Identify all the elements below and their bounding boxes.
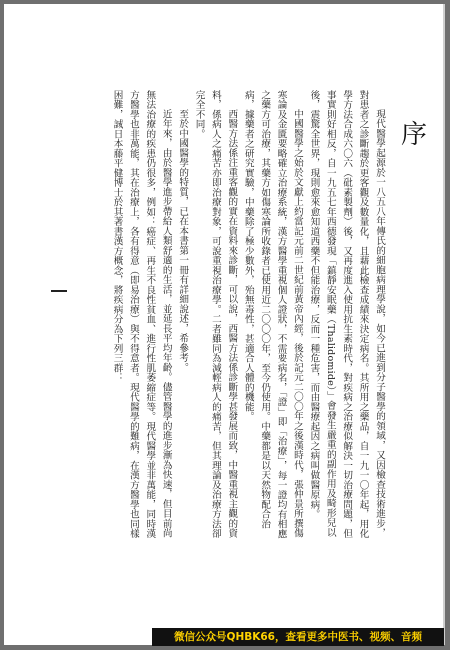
page-number-mark: [51, 290, 67, 292]
body-text: [47, 90, 387, 542]
paragraph-2: 中國醫學之始於文獻上約當記元前二世紀前黃帝內經，後於記元二〇〇年之後漢時代，張仲景所撰傷寒論及金匱要略確立治療系統，漢方醫學重視個人證狀，不需要病名，「證」即「治療」，每一證均有相應之藥方可治療，其藥方如傷寒論所收錄者已使用近二〇〇〇年，至今仍使用。中藥都是以天然物配合治病，據藥者之研究實驗，中藥除了極少數外，殆無毒性，甚適合人體的機能。: [242, 90, 303, 539]
paragraph-4: 至於中國醫學的特質，已在本書第一冊有詳細說述，希參考。: [177, 109, 189, 373]
paragraph-5: 近年來，由於醫學進步帶給人類舒適的生活，並延長平均年齡。儘管醫學的進步漸為快速，但目前尚無法治療的疾患仍很多，例如：癌症、再生不良性貧血、進行性肌萎縮症等。現代醫學並非萬能，同時漢方醫學也非萬能，其在治療上，各有得意（即易治療）與不得意者。現代醫學的難病，在漢方醫學也同樣困難，誠日本藤平健博士於其著書漢方概念，將疾病分為下列三群：: [111, 90, 172, 539]
book-page: [4, 4, 445, 645]
paragraph-3: 西醫方法係注重客觀的實在資料來診斷，可以說，西醫方法係診斷學甚發展而致，中醫重視主觀的資料，係病人之痛苦亦即治療對象，可說重視治療學。二者雖同為減輕病人的痛苦，但其理論及治療方法卻完全不同。: [193, 90, 238, 539]
paragraph-1: 現代醫學起源於一八五八年傳氏的細胞病理學說，如今已進到分子醫學的領域，又因檢查技術進步，對患者之診斷趨於更客觀及數量化，且藉此檢查成績來決定病名。其所用之藥品，自一九一〇年起，用化學方法合成六〇六（砒素製劑）後，又再度進入使用抗生素時代，對疾病之治療似解決一切治療問題，但事實則好相反，自一九五七年西德發現「鎮靜安眠藥（Thalidomide）」會發生嚴重的副作用及畸形兒以後，震驚全世界，現則愈來愈知道西藥不但能治療，反而一種危害，而由醫療起因之病叫做醫原病。: [308, 90, 385, 539]
page-title: 序: [400, 120, 427, 150]
watermark-banner: 微信公众号QHBK66，查看更多中医书、视频、音频: [152, 628, 444, 646]
